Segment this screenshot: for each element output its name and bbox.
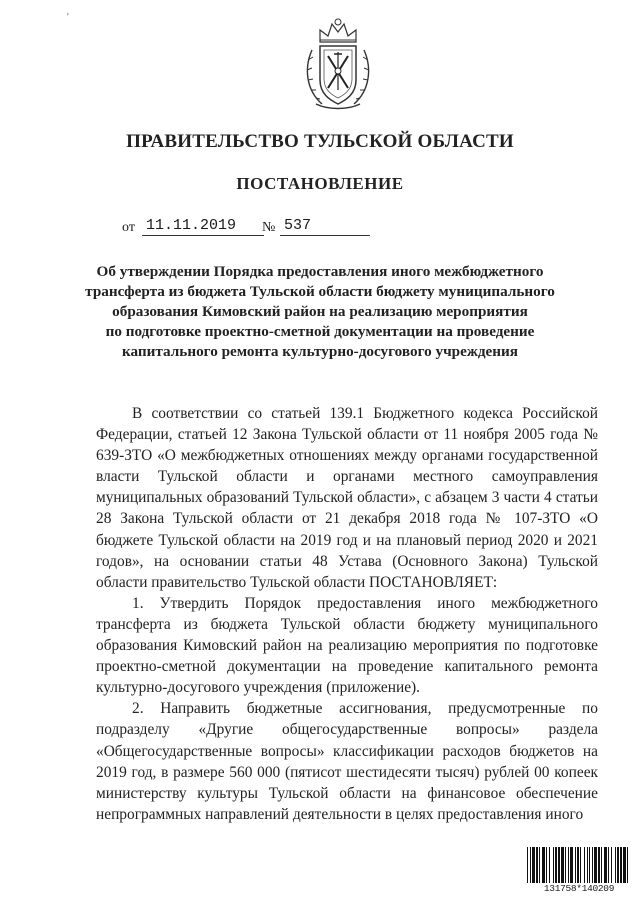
document-body — [96, 403, 598, 825]
document-title — [0, 262, 640, 362]
document-type: ПОСТАНОВЛЕНИЕ — [236, 174, 404, 193]
government-name: ПРАВИТЕЛЬСТВО ТУЛЬСКОЙ ОБЛАСТИ — [126, 131, 514, 152]
document-number: 537 — [280, 216, 370, 236]
tula-coat-of-arms-icon — [298, 16, 378, 112]
corner-mark: ' — [67, 12, 69, 23]
preamble-paragraph: В соответствии со статьей 139.1 Бюджетного кодекса Российской Федерации, статьей 12 Закона Тульской области от 11 ноября 2005 года № 639-ЗТО «О межбюджетных отношениях между органами государственной власти Тульской области и органами местного самоуправления муниципальных образований Тульской области», с абзацем 3 части 4 статьи 28 Закона Тульской области от 21 декабря 2018 года № 107-ЗТО «О бюджете Тульской области на 2019 год и на плановый период 2020 и 2021 годов», на основании статьи 48 Устава (Основного Закона) Тульской области правительство Тульской области ПОСТАНОВЛЯЕТ: — [96, 405, 598, 591]
title-line: образования Кимовский район на реализацию мероприятия — [112, 303, 528, 320]
title-line: по подготовке проектно-сметной документации на проведение — [105, 323, 535, 340]
item-1-paragraph: 1. Утвердить Порядок предоставления иного межбюджетного трансферта из бюджета Тульской области бюджету муниципального образования Кимовский район на реализацию мероприятия по подготовке проектно-сметной документации на проведение капитального ремонта культурно-досугового учреждения (приложение). — [96, 594, 598, 697]
barcode — [526, 847, 632, 895]
barcode-number: 131758*140209 — [543, 883, 615, 894]
title-line: капитального ремонта культурно-досугового учреждения — [122, 343, 518, 360]
number-label: № — [262, 220, 276, 235]
title-line: трансферта из бюджета Тульской области бюджету муниципального — [85, 283, 555, 300]
title-line: Об утверждении Порядка предоставления иного межбюджетного — [96, 263, 544, 280]
date-from-label: от — [122, 220, 135, 235]
document-date: 11.11.2019 — [142, 216, 264, 236]
item-2-paragraph: 2. Направить бюджетные ассигнования, предусмотренные по подразделу «Другие общегосударственные вопросы» раздела «Общегосударственные вопросы» классификации расходов бюджетов на 2019 год, в размере 560 000 (пятисот шестидесяти тысяч) рублей 00 копеек министерству культуры Тульской области на финансовое обеспечение непрограммных направлений деятельности в целях предоставления иного — [96, 700, 598, 823]
barcode-icon — [526, 847, 632, 883]
